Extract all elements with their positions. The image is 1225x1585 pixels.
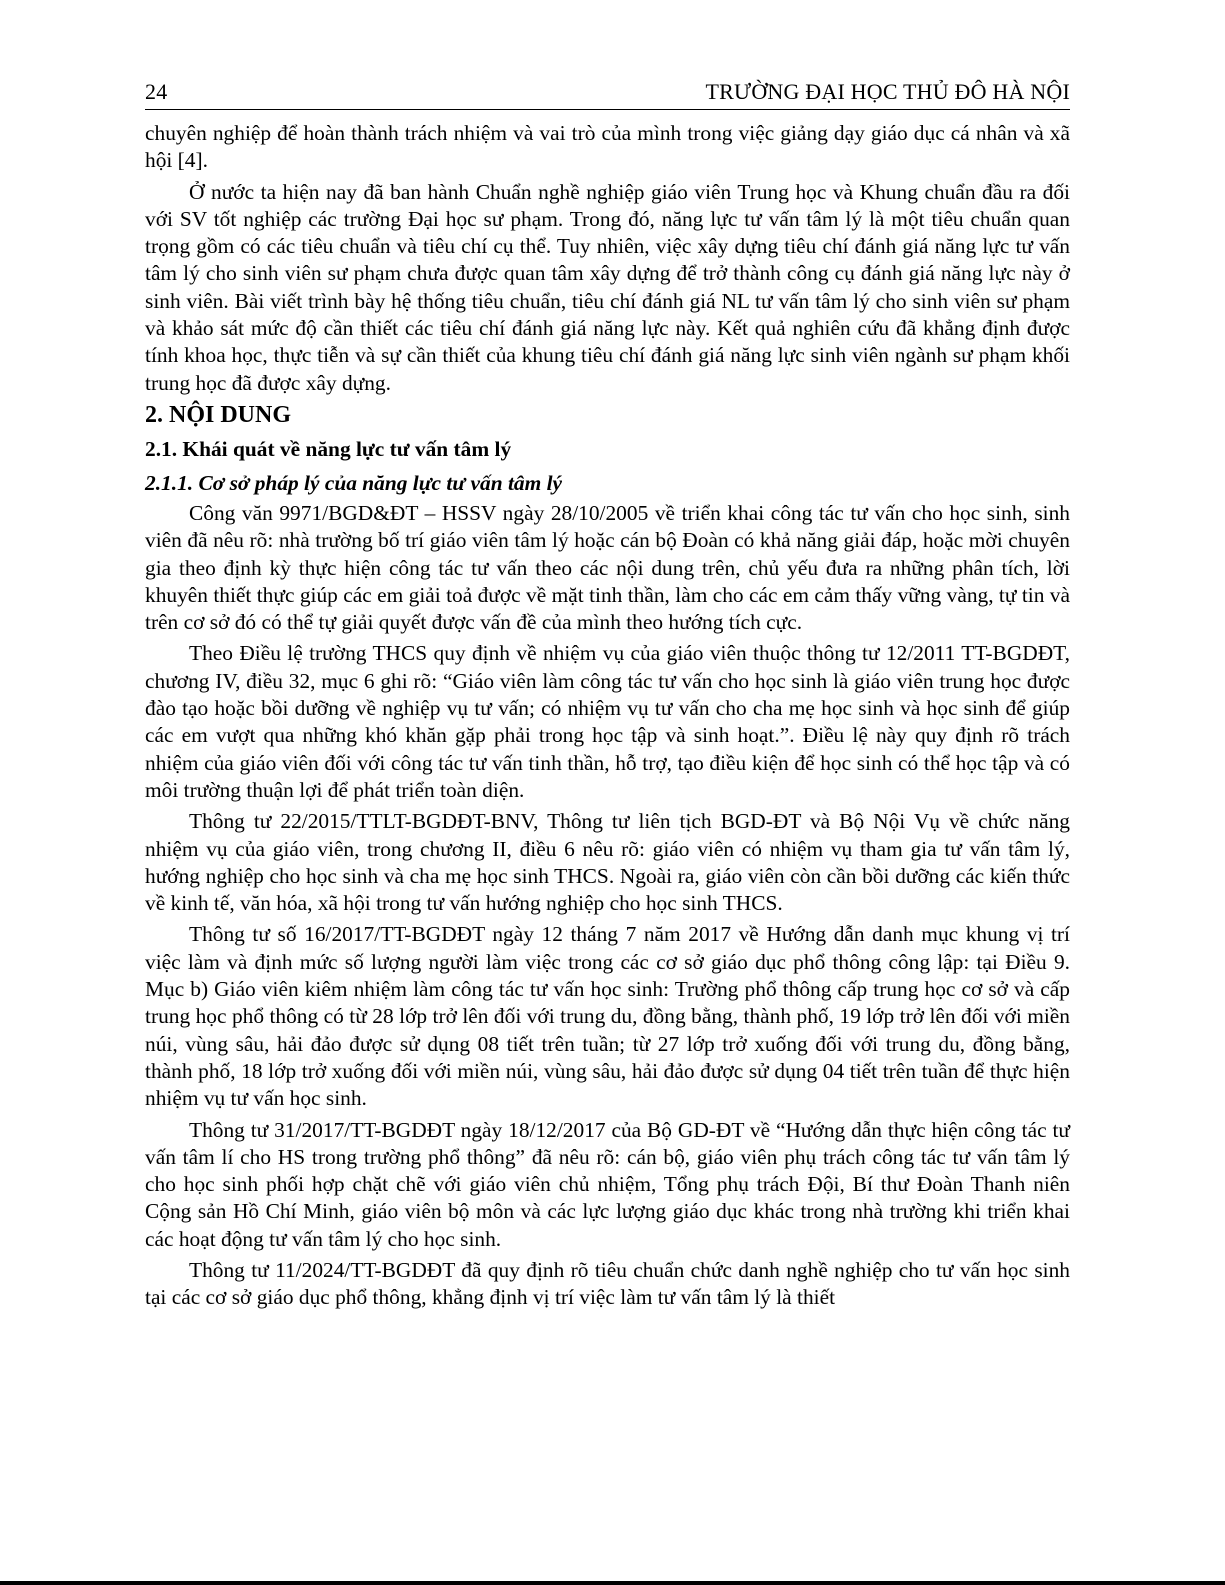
page xyxy=(145,78,1070,1312)
page-bottom-edge xyxy=(0,1581,1225,1585)
paragraph: Thông tư 22/2015/TTLT-BGDĐT-BNV, Thông tư liên tịch BGD-ĐT và Bộ Nội Vụ về chức năng nhiệm vụ của giáo viên, trong chương II, điều 6 nêu rõ: giáo viên có nhiệm vụ tham gia tư vấn tâm lý, hướng nghiệp cho học sinh và cha mẹ học sinh THCS. Ngoài ra, giáo viên còn cần bồi dưỡng các kiến thức về kinh tế, văn hóa, xã hội trong tư vấn hướng nghiệp cho học sinh THCS. xyxy=(145,809,1070,916)
article-body xyxy=(145,120,1070,1312)
paragraph-continuation: chuyên nghiệp để hoàn thành trách nhiệm và vai trò của mình trong việc giảng dạy giáo dục cá nhân và xã hội [4]. xyxy=(145,121,1070,173)
paragraph: Thông tư 11/2024/TT-BGDĐT đã quy định rõ tiêu chuẩn chức danh nghề nghiệp cho tư vấn học sinh tại các cơ sở giáo dục phổ thông, khẳng định vị trí việc làm tư vấn tâm lý là thiết xyxy=(145,1257,1070,1310)
journal-title: TRƯỜNG ĐẠI HỌC THỦ ĐÔ HÀ NỘI xyxy=(705,79,1070,104)
section-heading: 2. NỘI DUNG xyxy=(145,401,292,428)
subsection-heading: 2.1. Khái quát về năng lực tư vấn tâm lý xyxy=(145,436,512,461)
page-number: 24 xyxy=(145,79,168,104)
running-header xyxy=(145,78,1070,110)
paragraph: Theo Điều lệ trường THCS quy định về nhiệm vụ của giáo viên thuộc thông tư 12/2011 TT-BGDĐT, chương IV, điều 32, mục 6 ghi rõ: “Giáo viên làm công tác tư vấn cho học sinh là giáo viên trung học được đào tạo hoặc bồi dưỡng về nghiệp vụ tư vấn; có nhiệm vụ tư vấn cho cha mẹ học sinh và học sinh để giúp các em vượt qua những khó khăn gặp phải trong học tập và sinh hoạt.”. Điều lệ này quy định rõ trách nhiệm của giáo viên đối với công tác tư vấn tinh thần, hỗ trợ, tạo điều kiện để học sinh có thể học tập và có môi trường thuận lợi để phát triển toàn diện. xyxy=(145,641,1070,802)
paragraph: Công văn 9971/BGD&ĐT – HSSV ngày 28/10/2005 về triển khai công tác tư vấn cho học sinh, sinh viên đã nêu rõ: nhà trường bố trí giáo viên tâm lý hoặc cán bộ Đoàn có khả năng giải đáp, hoặc mời chuyên gia theo định kỳ thực hiện công tác tư vấn theo các nội dung trên, chủ yếu đưa ra những phân tích, lời khuyên thiết thực giúp các em giải toả được về mặt tinh thần, làm cho các em cảm thấy vững vàng, tự tin và trên cơ sở đó có thể tự giải quyết được vấn đề của mình theo hướng tích cực. xyxy=(145,500,1070,635)
paragraph: Thông tư 31/2017/TT-BGDĐT ngày 18/12/2017 của Bộ GD-ĐT về “Hướng dẫn thực hiện công tác tư vấn tâm lí cho HS trong trường phổ thông” đã nêu rõ: cán bộ, giáo viên phụ trách công tác tư vấn tâm lý cho học sinh phối hợp chặt chẽ với giáo viên chủ nhiệm, Tổng phụ trách Đội, Bí thư Đoàn Thanh niên Cộng sản Hồ Chí Minh, giáo viên bộ môn và các lực lượng giáo dục khác trong nhà trường khi triển khai các hoạt động tư vấn tâm lý cho học sinh. xyxy=(145,1117,1070,1251)
subsubsection-heading: 2.1.1. Cơ sở pháp lý của năng lực tư vấn tâm lý xyxy=(145,470,563,495)
paragraph-intro: Ở nước ta hiện nay đã ban hành Chuẩn nghề nghiệp giáo viên Trung học và Khung chuẩn đầu ra đối với SV tốt nghiệp các trường Đại học sư phạm. Trong đó, năng lực tư vấn tâm lý là một tiêu chuẩn quan trọng gồm có các tiêu chuẩn và tiêu chí cụ thể. Tuy nhiên, việc xây dựng tiêu chí đánh giá năng lực tư vấn tâm lý cho sinh viên sư phạm chưa được quan tâm xây dựng để trở thành công cụ đánh giá năng lực này ở sinh viên. Bài viết trình bày hệ thống tiêu chuẩn, tiêu chí đánh giá NL tư vấn tâm lý cho sinh viên sư phạm và khảo sát mức độ cần thiết các tiêu chí đánh giá năng lực này. Kết quả nghiên cứu đã khẳng định được tính khoa học, thực tiễn và sự cần thiết của khung tiêu chí đánh giá năng lực sinh viên ngành sư phạm khối trung học đã được xây dựng. xyxy=(145,179,1070,395)
paragraph: Thông tư số 16/2017/TT-BGDĐT ngày 12 tháng 7 năm 2017 về Hướng dẫn danh mục khung vị trí việc làm và định mức số lượng người làm việc trong các cơ sở giáo dục phổ thông công lập: tại Điều 9. Mục b) Giáo viên kiêm nhiệm làm công tác tư vấn học sinh: Trường phổ thông cấp trung học cơ sở và cấp trung học phổ thông có từ 28 lớp trở lên đối với trung du, đồng bằng, thành phố, 19 lớp trở lên đối với miền núi, vùng sâu, hải đảo được sử dụng 08 tiết trên tuần; từ 27 lớp trở xuống đối với trung du, đồng bằng, thành phố, 18 lớp trở xuống đối với miền núi, vùng sâu, hải đảo được sử dụng 04 tiết trên tuần để thực hiện nhiệm vụ tư vấn học sinh. xyxy=(145,922,1070,1111)
